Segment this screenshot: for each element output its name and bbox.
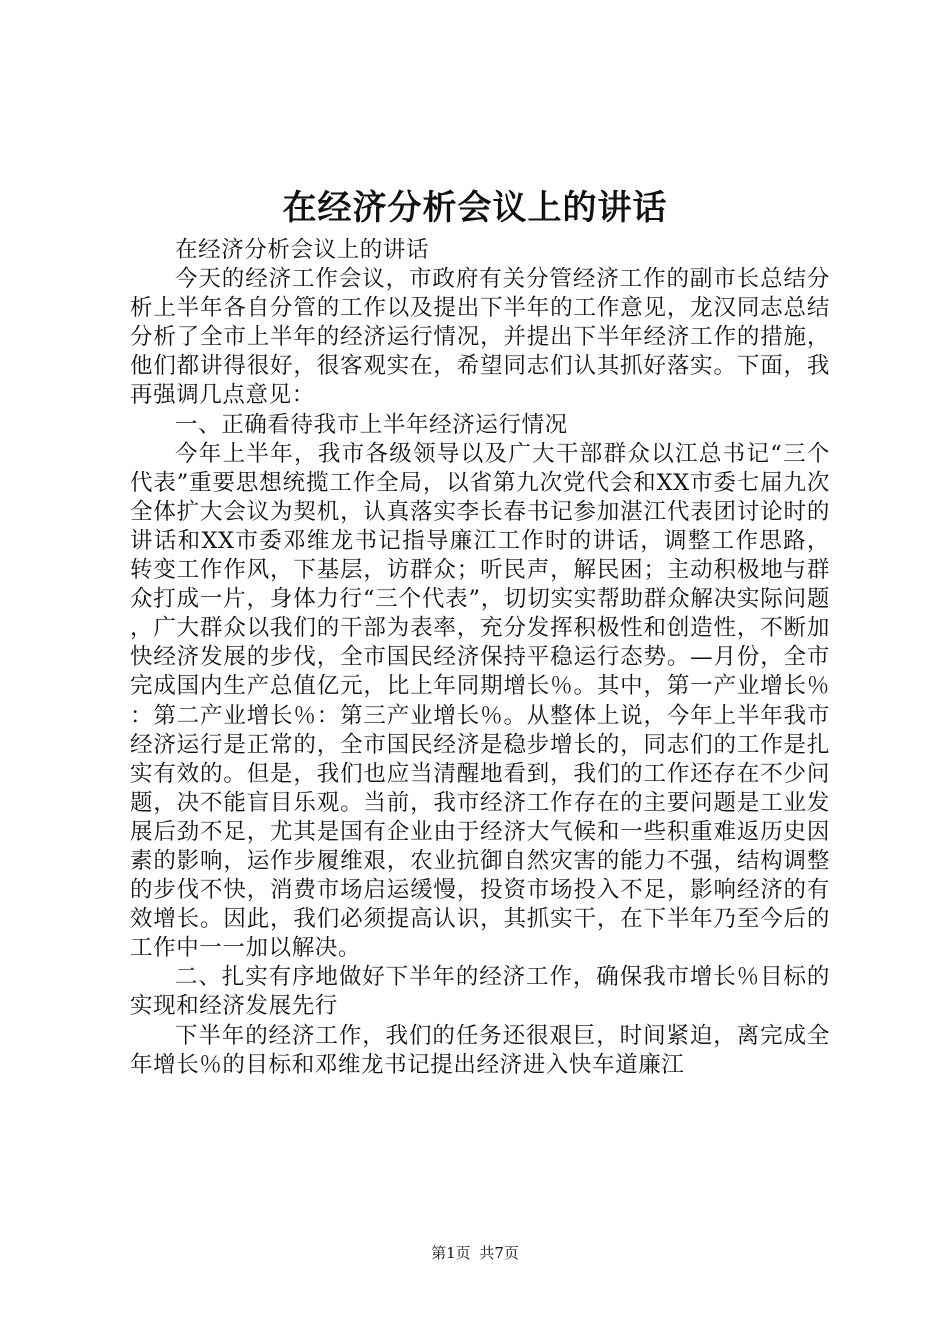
- paragraph-intro: 今天的经济工作会议，市政府有关分管经济工作的副市长总结分析上半年各自分管的工作以及提出下半年的工作意见，龙汉同志总结分析了全市上半年的经济运行情况，并提出下半年经济工作的措施，他们都讲得很好，很客观实在，希望同志们认其抓好落实。下面，我再强调几点意见：: [130, 266, 830, 409]
- section-heading-2: 二、扎实有序地做好下半年的经济工作，确保我市增长％目标的实现和经济发展先行: [130, 964, 830, 1020]
- page-footer: [0, 1243, 950, 1263]
- section-heading-1: 一、正确看待我市上半年经济运行情况: [175, 411, 568, 438]
- paragraph-subtitle: 在经济分析会议上的讲话: [175, 237, 430, 263]
- document-body: [130, 236, 830, 1080]
- paragraph-section-2: 下半年的经济工作，我们的任务还很艰巨，时间紧迫，离完成全年增长％的目标和邓维龙书记提出经济进入快车道廉江: [130, 1022, 830, 1078]
- paragraph-section-1: 今年上半年，我市各级领导以及广大干部群众以江总书记“三个代表”重要思想统揽工作全局，以省第九次党代会和XX市委七届九次全体扩大会议为契机，认真落实李长春书记参加湛江代表团讨论时的讲话和XX市委邓维龙书记指导廉江工作时的讲话，调整工作思路，转变工作作风，下基层，访群众；听民声，解民困；主动积极地与群众打成一片，身体力行“三个代表”，切切实实帮助群众解决实际问题，广大群众以我们的干部为表率，充分发挥积极性和创造性，不断加快经济发展的步伐，全市国民经济保持平稳运行态势。—月份，全市完成国内生产总值亿元，比上年同期增长％。其中，第一产业增长％：第二产业增长％：第三产业增长％。从整体上说，今年上半年我市经济运行是正常的，全市国民经济是稳步增长的，同志们的工作是扎实有效的。但是，我们也应当清醒地看到，我们的工作还存在不少问题，决不能盲目乐观。当前，我市经济工作存在的主要问题是工业发展后劲不足，尤其是国有企业由于经济大气候和一些积重难返历史因素的影响，运作步履维艰，农业抗御自然灾害的能力不强，结构调整的步伐不快，消费市场启运缓慢，投资市场投入不足，影响经济的有效增长。因此，我们必须提高认识，其抓实干，在下半年乃至今后的工作中一一加以解决。: [130, 440, 830, 962]
- document-title: 在经济分析会议上的讲话: [282, 188, 668, 228]
- page-number-total: 共7页: [479, 1244, 519, 1262]
- page-number-current: 第1页: [431, 1244, 471, 1262]
